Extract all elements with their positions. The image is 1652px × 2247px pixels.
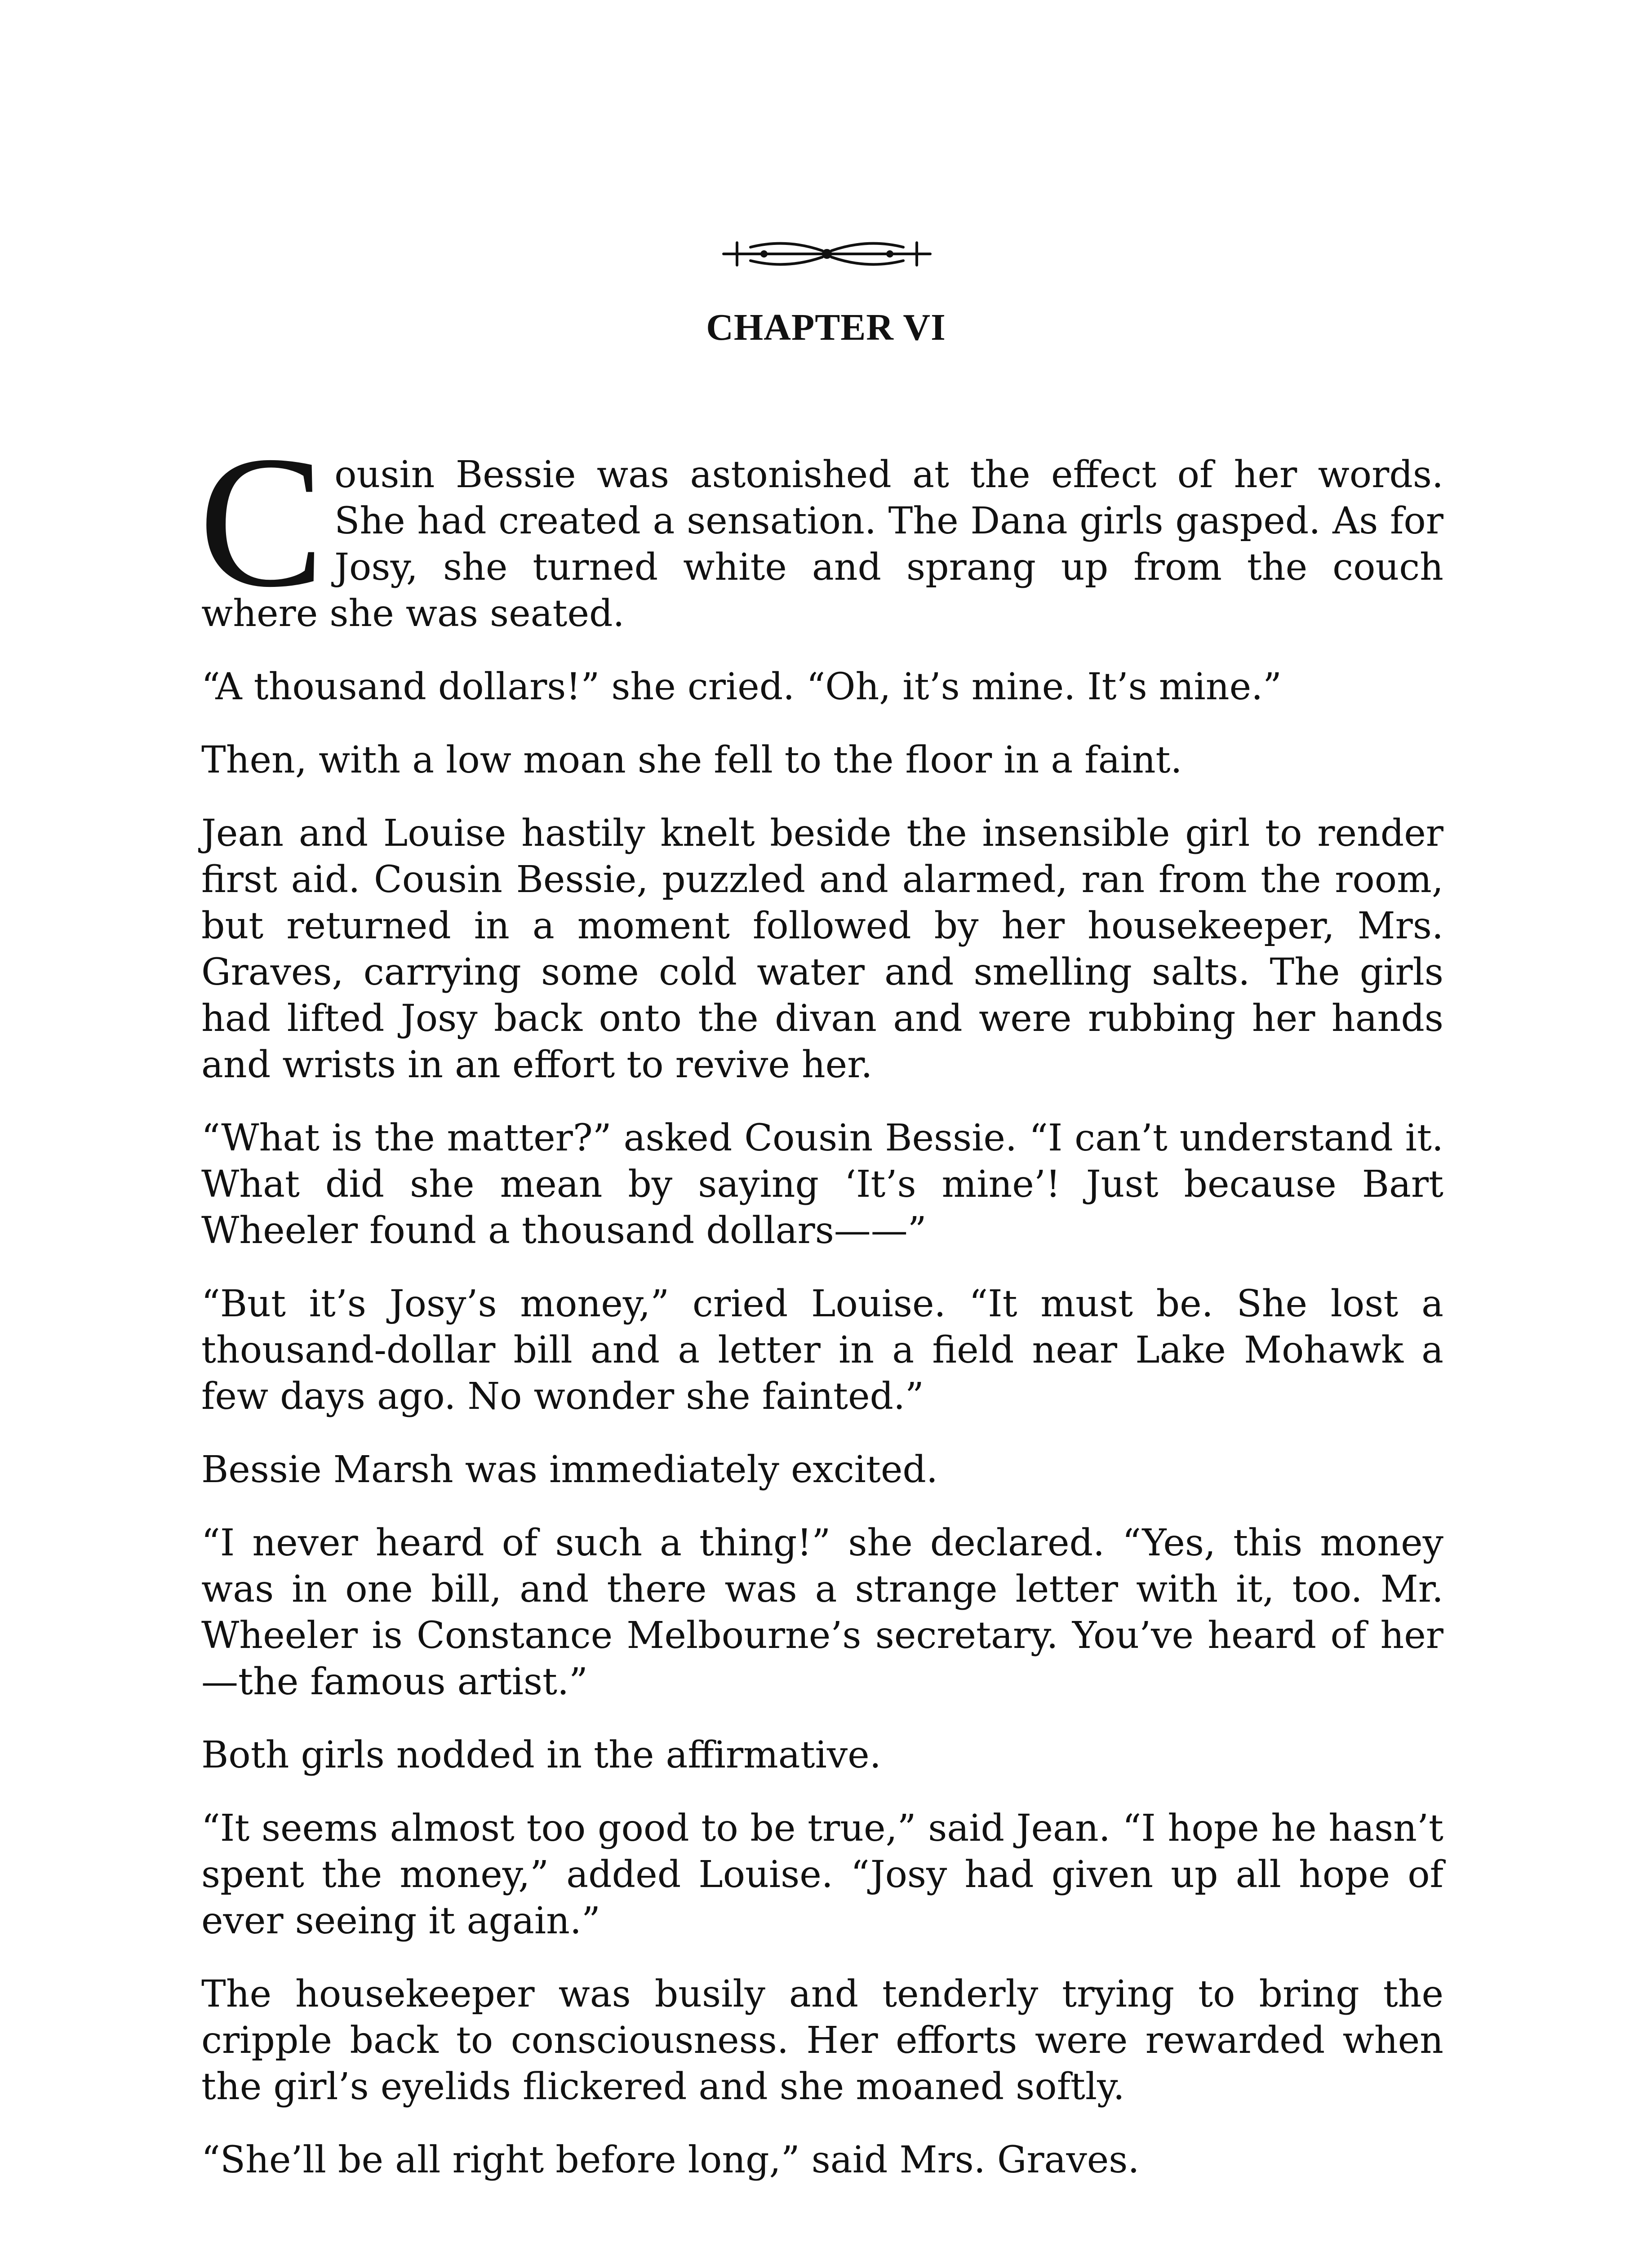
drop-cap: C — [199, 417, 325, 626]
paragraph: “A thousand dollars!” she cried. “Oh, it’s mine. It’s mine.” — [201, 666, 1282, 708]
paragraph: The housekeeper was busily and tenderly trying to bring the cripple back to consciousness. Her efforts were rewarded when the girl’s eyelids flickered and she moaned softly. — [201, 1973, 1443, 2108]
paragraph: Jean and Louise hastily knelt beside the insensible girl to render first aid. Cousin Bessie, puzzled and alarmed, ran from the room, but returned in a moment followed by her housekeeper, Mrs. Graves, carrying some cold water and smelling salts. The girls had lifted Josy back onto the divan and were rubbing her hands and wrists in an effort to revive her. — [201, 812, 1443, 1086]
paragraph: Then, with a low moan she fell to the floor in a faint. — [201, 739, 1182, 782]
paragraph: “But it’s Josy’s money,” cried Louise. “It must be. She lost a thousand-dollar bill and a letter in a field near Lake Mohawk a few days ago. No wonder she fainted.” — [201, 1283, 1443, 1418]
chapter-ornament — [719, 229, 935, 279]
paragraph: Bessie Marsh was immediately excited. — [201, 1448, 938, 1491]
opening-paragraph-text: ousin Bessie was astonished at the effect of her words. She had created a sensation. The Dana girls gasped. As for Josy, she turned white and sprang up from the couch where she was seated. — [201, 453, 1443, 635]
paragraph: “It seems almost too good to be true,” said Jean. “I hope he hasn’t spent the money,” added Louise. “Josy had given up all hope of ever seeing it again.” — [201, 1807, 1443, 1942]
paragraph: “I never heard of such a thing!” she declared. “Yes, this money was in one bill, and there was a strange letter with it, too. Mr. Wheeler is Constance Melbourne’s secretary. You’ve heard of her—the famous artist.” — [201, 1522, 1443, 1703]
paragraph: “What is the matter?” asked Cousin Bessie. “I can’t understand it. What did she mean by saying ‘It’s mine’! Just because Bart Wheeler found a thousand dollars——” — [201, 1117, 1443, 1252]
chapter-title: CHAPTER VI — [706, 306, 946, 348]
paragraph: Both girls nodded in the affirmative. — [201, 1734, 881, 1776]
paragraph: “She’ll be all right before long,” said Mrs. Graves. — [201, 2139, 1140, 2181]
page-body — [199, 417, 1443, 2210]
opening-paragraph — [199, 417, 1443, 637]
